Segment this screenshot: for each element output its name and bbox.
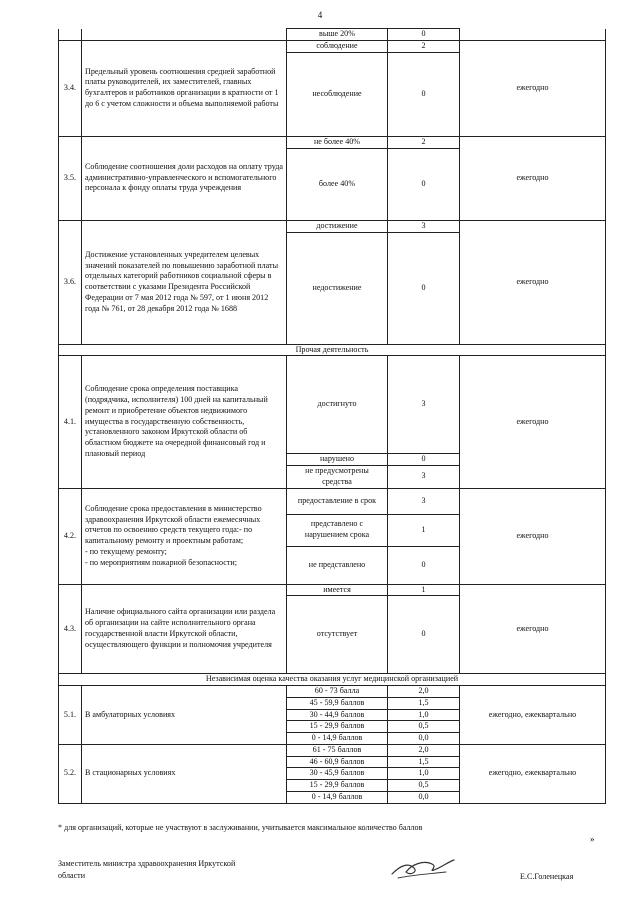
- table-row: [59, 220, 606, 232]
- section-header-row: [59, 674, 606, 686]
- indicator-description: Соблюдение соотношения доли расходов на оплату труда административно-управленческого и вспомогательного персонала к фонду оплаты труда учреждения: [82, 136, 287, 220]
- score-cell: 0,5: [388, 780, 460, 792]
- table-row: [59, 356, 606, 454]
- criterion-cell: 15 - 29,9 баллов: [287, 780, 388, 792]
- table-row: [59, 488, 606, 514]
- table-row: [59, 584, 606, 596]
- table-row: [59, 136, 606, 148]
- indicator-description: В стационарных условиях: [82, 744, 287, 803]
- score-cell: 0: [388, 454, 460, 466]
- periodicity-cell: ежегодно, ежеквартально: [460, 744, 606, 803]
- score-cell: 0: [388, 546, 460, 584]
- signatory-title-line: Заместитель министра здравоохранения Иркутской: [58, 859, 236, 868]
- score-cell: 1,0: [388, 768, 460, 780]
- criterion-cell: 61 - 75 баллов: [287, 744, 388, 756]
- score-cell: 2,0: [388, 686, 460, 698]
- indicator-description: Предельный уровень соотношения средней заработной платы руководителей, их заместителей, главных бухгалтеров и работников организации в кратности от 1 до 6 с учетом сложности и объема выполняемой работы: [82, 40, 287, 136]
- score-cell: 0: [388, 232, 460, 344]
- periodicity-cell: ежегодно: [460, 584, 606, 674]
- indicator-number: 4.1.: [59, 356, 82, 488]
- criterion-cell: отсутствует: [287, 596, 388, 674]
- indicator-description: Соблюдение срока определения поставщика (подрядчика, исполнителя) 100 дней на капитальный ремонт и приобретение объектов недвижимого имущества в государственную собственность, установленного законом Иркутской области об областном бюджете на очередной финансовый год и плановый период: [82, 356, 287, 488]
- indicator-description: В амбулаторных условиях: [82, 686, 287, 745]
- indicator-description: [82, 488, 287, 584]
- score-cell: 1: [388, 584, 460, 596]
- score-cell: 1,5: [388, 697, 460, 709]
- signatory-name: Е.С.Голенецкая: [520, 872, 574, 881]
- criterion-cell: достигнуто: [287, 356, 388, 454]
- indicator-number: 3.4.: [59, 40, 82, 136]
- criterion-cell: представлено с нарушением срока: [287, 514, 388, 546]
- table-row: [59, 29, 606, 41]
- periodicity-cell: ежегодно: [460, 356, 606, 488]
- indicator-description-line: Соблюдение срока предоставления в министерство здравоохранения Иркутской области ежемесячных отчетов по освоению средств текущего года:- по капитальному ремонту и проектным работам;: [85, 503, 262, 545]
- indicator-number: 3.5.: [59, 136, 82, 220]
- score-cell: 0: [388, 148, 460, 220]
- table-row: [59, 686, 606, 698]
- table-row: [59, 40, 606, 52]
- criterion-cell: 46 - 60,9 баллов: [287, 756, 388, 768]
- score-cell: 3: [388, 488, 460, 514]
- table-row: [59, 744, 606, 756]
- periodicity-cell: ежегодно: [460, 40, 606, 136]
- signatory-title: [58, 858, 235, 882]
- signatory-title-line: области: [58, 871, 86, 881]
- criterion-cell: более 40%: [287, 148, 388, 220]
- score-cell: 0: [388, 29, 460, 41]
- handwritten-signature: [388, 852, 458, 882]
- criterion-cell: 0 - 14,9 баллов: [287, 733, 388, 745]
- criterion-cell: 0 - 14,9 баллов: [287, 791, 388, 803]
- criterion-cell: соблюдение: [287, 40, 388, 52]
- section-title: Независимая оценка качества оказания услуг медицинской организацией: [59, 674, 606, 686]
- score-cell: 0,0: [388, 791, 460, 803]
- score-cell: 3: [388, 466, 460, 489]
- score-cell: 1,5: [388, 756, 460, 768]
- criteria-table: [58, 28, 606, 804]
- criterion-cell: 30 - 44,9 баллов: [287, 709, 388, 721]
- score-cell: 2: [388, 40, 460, 52]
- criterion-cell: не представлено: [287, 546, 388, 584]
- score-cell: 0,5: [388, 721, 460, 733]
- criterion-cell: 60 - 73 балла: [287, 686, 388, 698]
- criterion-cell: 15 - 29,9 баллов: [287, 721, 388, 733]
- indicator-description: Достижение установленных учредителем целевых значений показателей по повышению заработной платы отдельных категорий работников социальной сферы в соответствии с указами Президента Российской Федерации от 7 мая 2012 года № 597, от 1 июня 2012 года № 761, от 28 декабря 2012 года № 1688: [82, 220, 287, 344]
- criterion-cell: не предусмотрены средства: [287, 466, 388, 489]
- score-cell: 3: [388, 356, 460, 454]
- indicator-description-line: - по мероприятиям пожарной безопасности;: [85, 557, 237, 567]
- criterion-cell: несоблюдение: [287, 52, 388, 136]
- score-cell: 0: [388, 52, 460, 136]
- criterion-cell: 45 - 59,9 баллов: [287, 697, 388, 709]
- criterion-cell: выше 20%: [287, 29, 388, 41]
- page-number: 4: [317, 10, 323, 20]
- score-cell: 1: [388, 514, 460, 546]
- criterion-cell: не более 40%: [287, 136, 388, 148]
- indicator-number: 4.2.: [59, 488, 82, 584]
- periodicity-cell: ежегодно: [460, 220, 606, 344]
- indicator-number: 5.2.: [59, 744, 82, 803]
- periodicity-cell: ежегодно: [460, 488, 606, 584]
- section-header-row: [59, 344, 606, 356]
- indicator-number: 3.6.: [59, 220, 82, 344]
- criterion-cell: 30 - 45,9 баллов: [287, 768, 388, 780]
- criterion-cell: нарушено: [287, 454, 388, 466]
- criterion-cell: имеется: [287, 584, 388, 596]
- section-title: Прочая деятельность: [59, 344, 606, 356]
- indicator-description-line: - по текущему ремонту;: [85, 546, 167, 556]
- periodicity-cell: ежегодно, ежеквартально: [460, 686, 606, 745]
- indicator-description: Наличие официального сайта организации или раздела об организации на сайте исполнительного органа государственной власти Иркутской области, осуществляющего функции и полномочия учредителя: [82, 584, 287, 674]
- criterion-cell: предоставление в срок: [287, 488, 388, 514]
- periodicity-cell: ежегодно: [460, 136, 606, 220]
- score-cell: 3: [388, 220, 460, 232]
- score-cell: 2,0: [388, 744, 460, 756]
- footnote: * для организаций, которые не участвуют в заслуживании, учитывается максимальное количество баллов: [58, 823, 423, 832]
- score-cell: 0,0: [388, 733, 460, 745]
- closing-quote: »: [590, 834, 595, 844]
- score-cell: 2: [388, 136, 460, 148]
- criterion-cell: достижение: [287, 220, 388, 232]
- indicator-number: 4.3.: [59, 584, 82, 674]
- score-cell: 0: [388, 596, 460, 674]
- indicator-number: 5.1.: [59, 686, 82, 745]
- criterion-cell: недостижение: [287, 232, 388, 344]
- score-cell: 1,0: [388, 709, 460, 721]
